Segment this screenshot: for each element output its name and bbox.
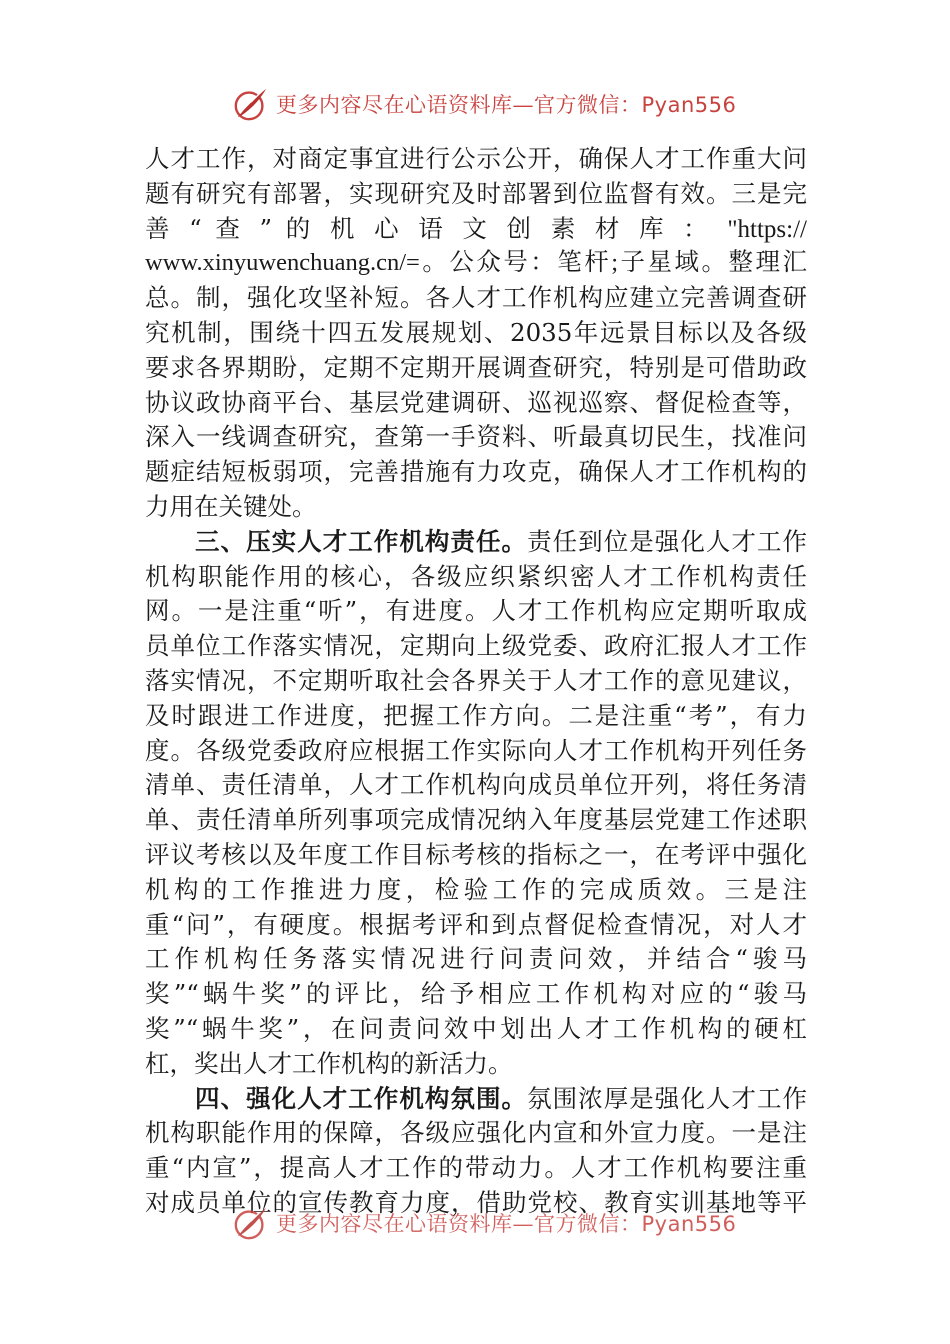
text-line: www.xinyuwenchuang.cn/=。公众号：笔杆;子星域。整理汇 bbox=[145, 249, 807, 277]
text-line: 人才工作，对商定事宜进行公示公开，确保人才工作重大问 bbox=[145, 144, 807, 173]
text-line: 协议政协商平台、基层党建调研、巡视巡察、督促检查等， bbox=[145, 387, 807, 417]
section-heading: 四、强化人才工作机构氛围。 bbox=[195, 1083, 528, 1113]
text-line: 题有研究有部署，实现研究及时部署到位监督有效。三是完 bbox=[145, 178, 807, 208]
text-line: 机构职能作用的核心，各级应织紧织密人才工作机构责任 bbox=[145, 561, 807, 591]
quill-logo-icon bbox=[232, 85, 270, 123]
text-line: 要求各界期盼，定期不定期开展调查研究，特别是可借助政 bbox=[145, 352, 807, 382]
text-line: 善 “ 查 ” 的 机 心 语 文 创 素 材 库 ： "https:// bbox=[145, 213, 807, 243]
text-line: 机构职能作用的保障，各级应强化内宣和外宣力度。一是注 bbox=[145, 1118, 807, 1148]
text-line: 总。制，强化攻坚补短。各人才工作机构应建立完善调查研 bbox=[145, 283, 807, 313]
text-line: 清单、责任清单，人才工作机构向成员单位开列，将任务清 bbox=[145, 770, 807, 800]
text-line: 究机制，围绕十四五发展规划、2035年远景目标以及各级 bbox=[145, 317, 807, 347]
text-line: 员单位工作落实情况，定期向上级党委、政府汇报人才工作 bbox=[145, 631, 807, 661]
text-line: 奖”“蜗牛奖”，在问责问效中划出人才工作机构的硬杠 bbox=[145, 1013, 807, 1043]
section-three-line: 三、压实人才工作机构责任。责任到位是强化人才工作 bbox=[195, 526, 807, 556]
text-line: 深入一线调查研究，查第一手资料、听最真切民生，找准问 bbox=[145, 422, 807, 452]
text-line: 度。各级党委政府应根据工作实际向人才工作机构开列任务 bbox=[145, 735, 807, 765]
watermark-text: 更多内容尽在心语资料库—官方微信：Pyan556 bbox=[276, 1212, 737, 1236]
text-line: 题症结短板弱项，完善措施有力攻克，确保人才工作机构的 bbox=[145, 457, 807, 487]
text-line: 力用在关键处。 bbox=[145, 491, 317, 521]
watermark-text: 更多内容尽在心语资料库—官方微信：Pyan556 bbox=[276, 93, 737, 117]
watermark-banner-top bbox=[232, 84, 736, 124]
text-line: 重“内宣”，提高人才工作的带动力。人才工作机构要注重 bbox=[145, 1153, 807, 1183]
text-line: 单、责任清单所列事项完成情况纳入年度基层党建工作述职 bbox=[145, 805, 807, 835]
section-four-line: 四、强化人才工作机构氛围。氛围浓厚是强化人才工作 bbox=[195, 1083, 807, 1113]
text-line: 工作机构任务落实情况进行问责问效，并结合“骏马 bbox=[145, 944, 807, 974]
text-line: 重“问”，有硬度。根据考评和到点督促检查情况，对人才 bbox=[145, 909, 807, 939]
quill-logo-icon bbox=[232, 1204, 270, 1242]
text-line: 奖”“蜗牛奖”的评比，给予相应工作机构对应的“骏马 bbox=[145, 979, 807, 1009]
watermark-banner-bottom bbox=[232, 1203, 736, 1243]
text-line: 落实情况，不定期听取社会各界关于人才工作的意见建议， bbox=[145, 665, 807, 695]
text-line: 评议考核以及年度工作目标考核的指标之一，在考评中强化 bbox=[145, 839, 807, 869]
text-line: 机构的工作推进力度，检验工作的完成质效。三是注 bbox=[145, 874, 807, 904]
text-line: 网。一是注重“听”，有进度。人才工作机构应定期听取成 bbox=[145, 596, 807, 626]
text-line: 杠，奖出人才工作机构的新活力。 bbox=[145, 1048, 513, 1078]
text-line: 对成员单位的宣传教育力度，借助党校、教育实训基地等平 bbox=[145, 1187, 807, 1217]
article-body bbox=[145, 142, 807, 1221]
section-heading: 三、压实人才工作机构责任。 bbox=[195, 526, 528, 556]
text-line: 及时跟进工作进度，把握工作方向。二是注重“考”，有力 bbox=[145, 700, 807, 730]
